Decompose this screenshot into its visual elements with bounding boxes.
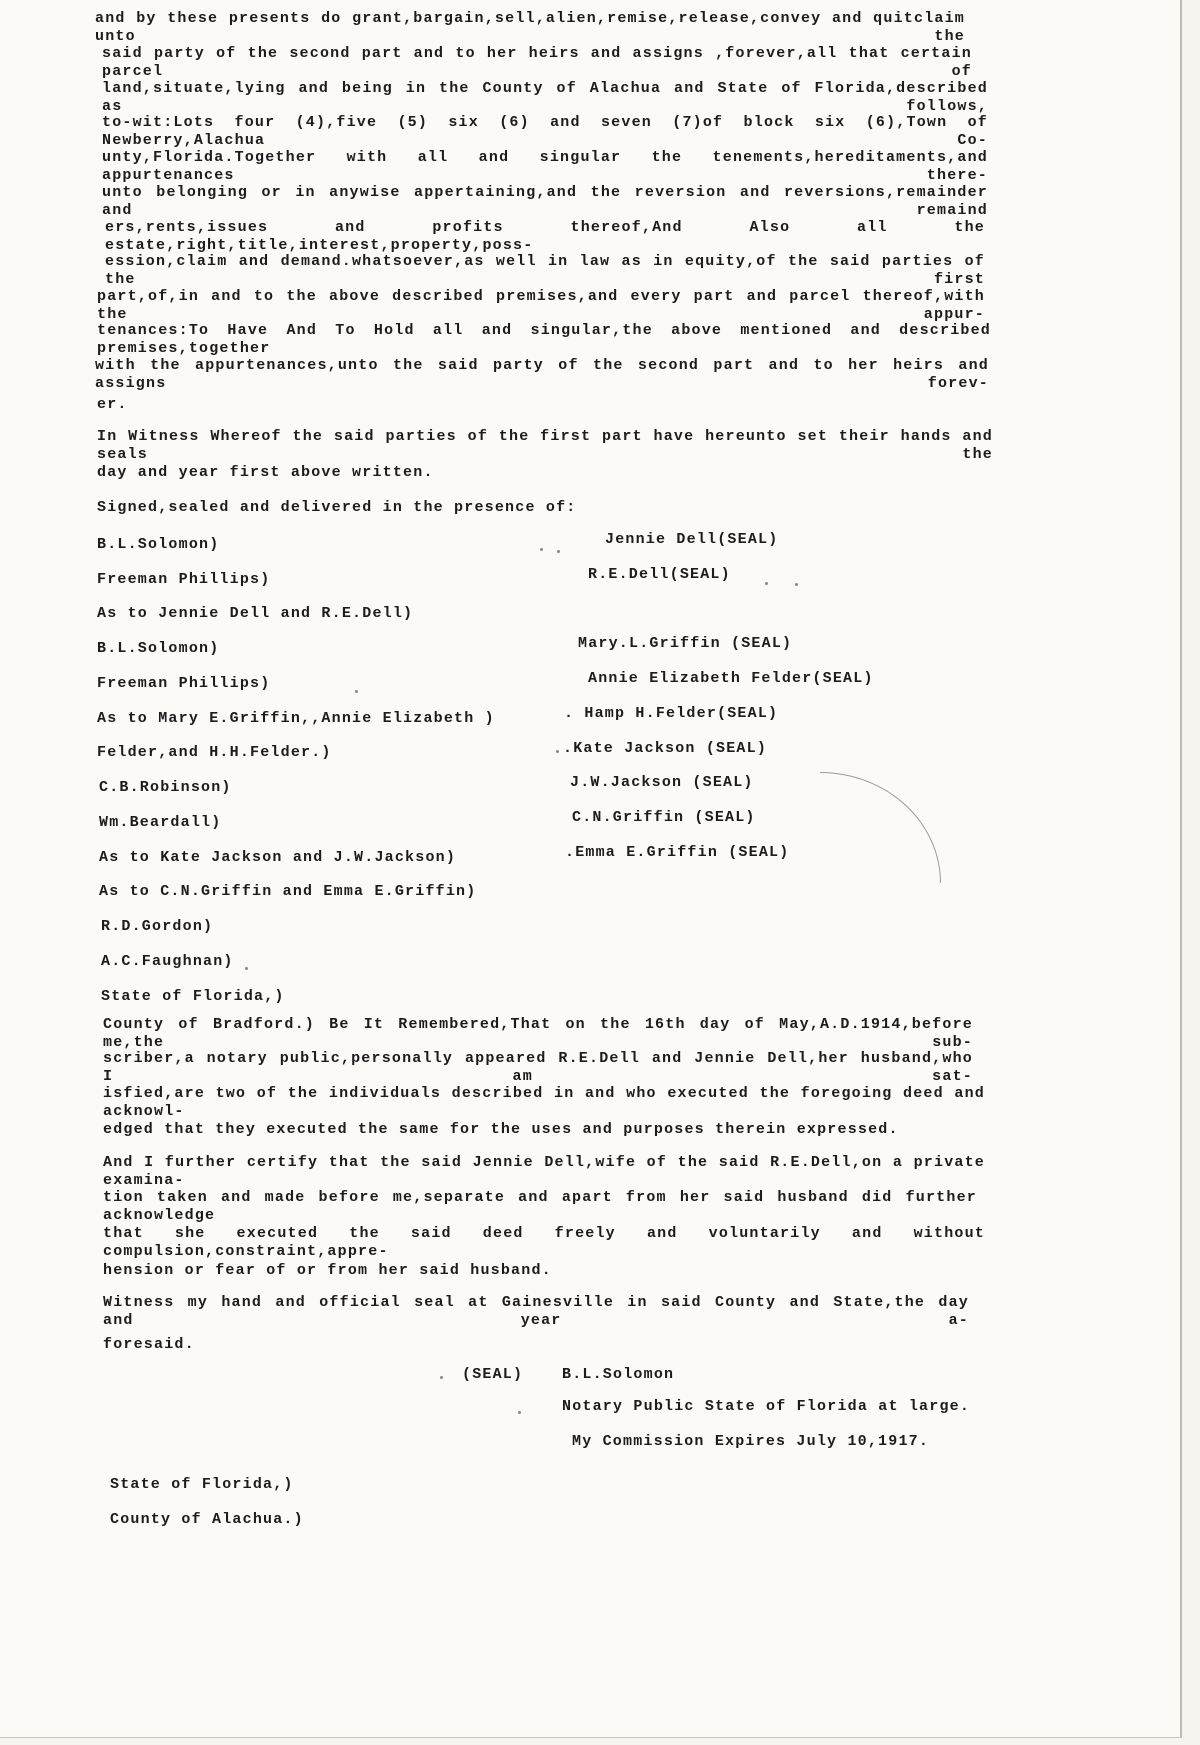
scan-speck — [440, 1376, 443, 1379]
deed-line: ession,claim and demand.whatsoever,as well in law as in equity,of the said parties of the first — [105, 253, 985, 288]
deed-line: with the appurtenances,unto the said party of the second part and to her heirs and assigns forev- — [95, 357, 989, 392]
witness-entry: B.L.Solomon) — [97, 640, 220, 657]
scan-speck — [355, 690, 358, 693]
deed-line: er. — [97, 396, 128, 413]
notary-seal-mark: (SEAL) — [462, 1366, 524, 1383]
next-county-heading: County of Alachua.) — [110, 1511, 304, 1528]
ack-line: foresaid. — [103, 1336, 195, 1353]
witness-entry: As to C.N.Griffin and Emma E.Griffin) — [99, 883, 477, 900]
scan-speck — [556, 750, 559, 753]
ack-line: isfied,are two of the individuals described in and who executed the foregoing deed and acknowl- — [103, 1085, 985, 1120]
scan-speck — [245, 967, 248, 970]
witness-entry: As to Mary E.Griffin,,Annie Elizabeth ) — [97, 710, 495, 727]
notary-commission: My Commission Expires July 10,1917. — [572, 1433, 930, 1450]
witness-entry: C.B.Robinson) — [99, 779, 232, 796]
deed-line: land,situate,lying and being in the County of Alachua and State of Florida,described as follows, — [102, 80, 988, 115]
witness-entry: R.D.Gordon) — [101, 918, 214, 935]
signature-entry: J.W.Jackson (SEAL) — [570, 774, 754, 791]
ack-line: hension or fear of or from her said husband. — [103, 1262, 552, 1279]
scan-speck — [518, 1411, 521, 1414]
deed-line: tenances:To Have And To Hold all and singular,the above mentioned and described premises,together — [97, 322, 991, 357]
ack-line: County of Bradford.) Be It Remembered,That on the 16th day of May,A.D.1914,before me,the sub- — [103, 1016, 973, 1051]
ack-line: edged that they executed the same for the uses and purposes therein expressed. — [103, 1121, 899, 1138]
ack-line: that she executed the said deed freely and voluntarily and without compulsion,constraint,appre- — [103, 1225, 985, 1260]
notary-name: B.L.Solomon — [562, 1366, 675, 1383]
witness-entry: Wm.Beardall) — [99, 814, 222, 831]
deed-line: to-wit:Lots four (4),five (5) six (6) and seven (7)of block six (6),Town of Newberry,Alachua Co- — [102, 114, 988, 149]
deed-line: unty,Florida.Together with all and singular the tenements,hereditaments,and appurtenances there- — [102, 149, 988, 184]
ack-state-heading: State of Florida,) — [101, 988, 285, 1005]
signature-entry: R.E.Dell(SEAL) — [588, 566, 731, 583]
witness-clause-line: In Witness Whereof the said parties of the first part have hereunto set their hands and seals the — [97, 428, 993, 463]
scan-speck — [557, 550, 560, 553]
ack-line: scriber,a notary public,personally appeared R.E.Dell and Jennie Dell,her husband,who I am sat- — [103, 1050, 973, 1085]
scan-speck — [765, 582, 768, 585]
deed-line: part,of,in and to the above described premises,and every part and parcel thereof,with the appur- — [97, 288, 985, 323]
signature-entry: C.N.Griffin (SEAL) — [572, 809, 756, 826]
witness-entry: Freeman Phillips) — [97, 571, 271, 588]
signature-entry: Jennie Dell(SEAL) — [605, 531, 779, 548]
witness-entry: Freeman Phillips) — [97, 675, 271, 692]
witness-entry: As to Kate Jackson and J.W.Jackson) — [99, 849, 457, 866]
witness-entry: B.L.Solomon) — [97, 536, 220, 553]
scan-speck — [540, 548, 543, 551]
deed-line: unto belonging or in anywise appertaining,and the reversion and reversions,remainder and remaind — [102, 184, 988, 219]
signature-entry: . Hamp H.Felder(SEAL) — [564, 705, 779, 722]
witness-entry: A.C.Faughnan) — [101, 953, 234, 970]
witness-entry: Felder,and H.H.Felder.) — [97, 744, 332, 761]
ack-line: tion taken and made before me,separate and apart from her said husband did further acknowledge — [103, 1189, 977, 1224]
signature-entry: .Kate Jackson (SEAL) — [563, 740, 768, 757]
deed-line: said party of the second part and to her heirs and assigns ,forever,all that certain parcel of — [102, 45, 972, 80]
signature-entry: .Emma E.Griffin (SEAL) — [565, 844, 790, 861]
signature-entry: Annie Elizabeth Felder(SEAL) — [588, 670, 874, 687]
next-state-heading: State of Florida,) — [110, 1476, 294, 1493]
deed-line: ers,rents,issues and profits thereof,And Also all the estate,right,title,interest,property,poss- — [105, 219, 985, 254]
notary-title: Notary Public State of Florida at large. — [562, 1398, 971, 1415]
ack-line: Witness my hand and official seal at Gainesville in said County and State,the day and year a- — [103, 1294, 969, 1329]
deed-line: and by these presents do grant,bargain,sell,alien,remise,release,convey and quitclaim unto the — [95, 10, 965, 45]
witness-clause-line: day and year first above written. — [97, 464, 434, 481]
witness-entry: As to Jennie Dell and R.E.Dell) — [97, 605, 414, 622]
signature-entry: Mary.L.Griffin (SEAL) — [578, 635, 793, 652]
attestation-line: Signed,sealed and delivered in the presence of: — [97, 499, 577, 516]
ack-line: And I further certify that the said Jennie Dell,wife of the said R.E.Dell,on a private examina- — [103, 1154, 985, 1189]
scan-speck — [795, 583, 798, 586]
scan-stray-mark — [820, 772, 941, 883]
